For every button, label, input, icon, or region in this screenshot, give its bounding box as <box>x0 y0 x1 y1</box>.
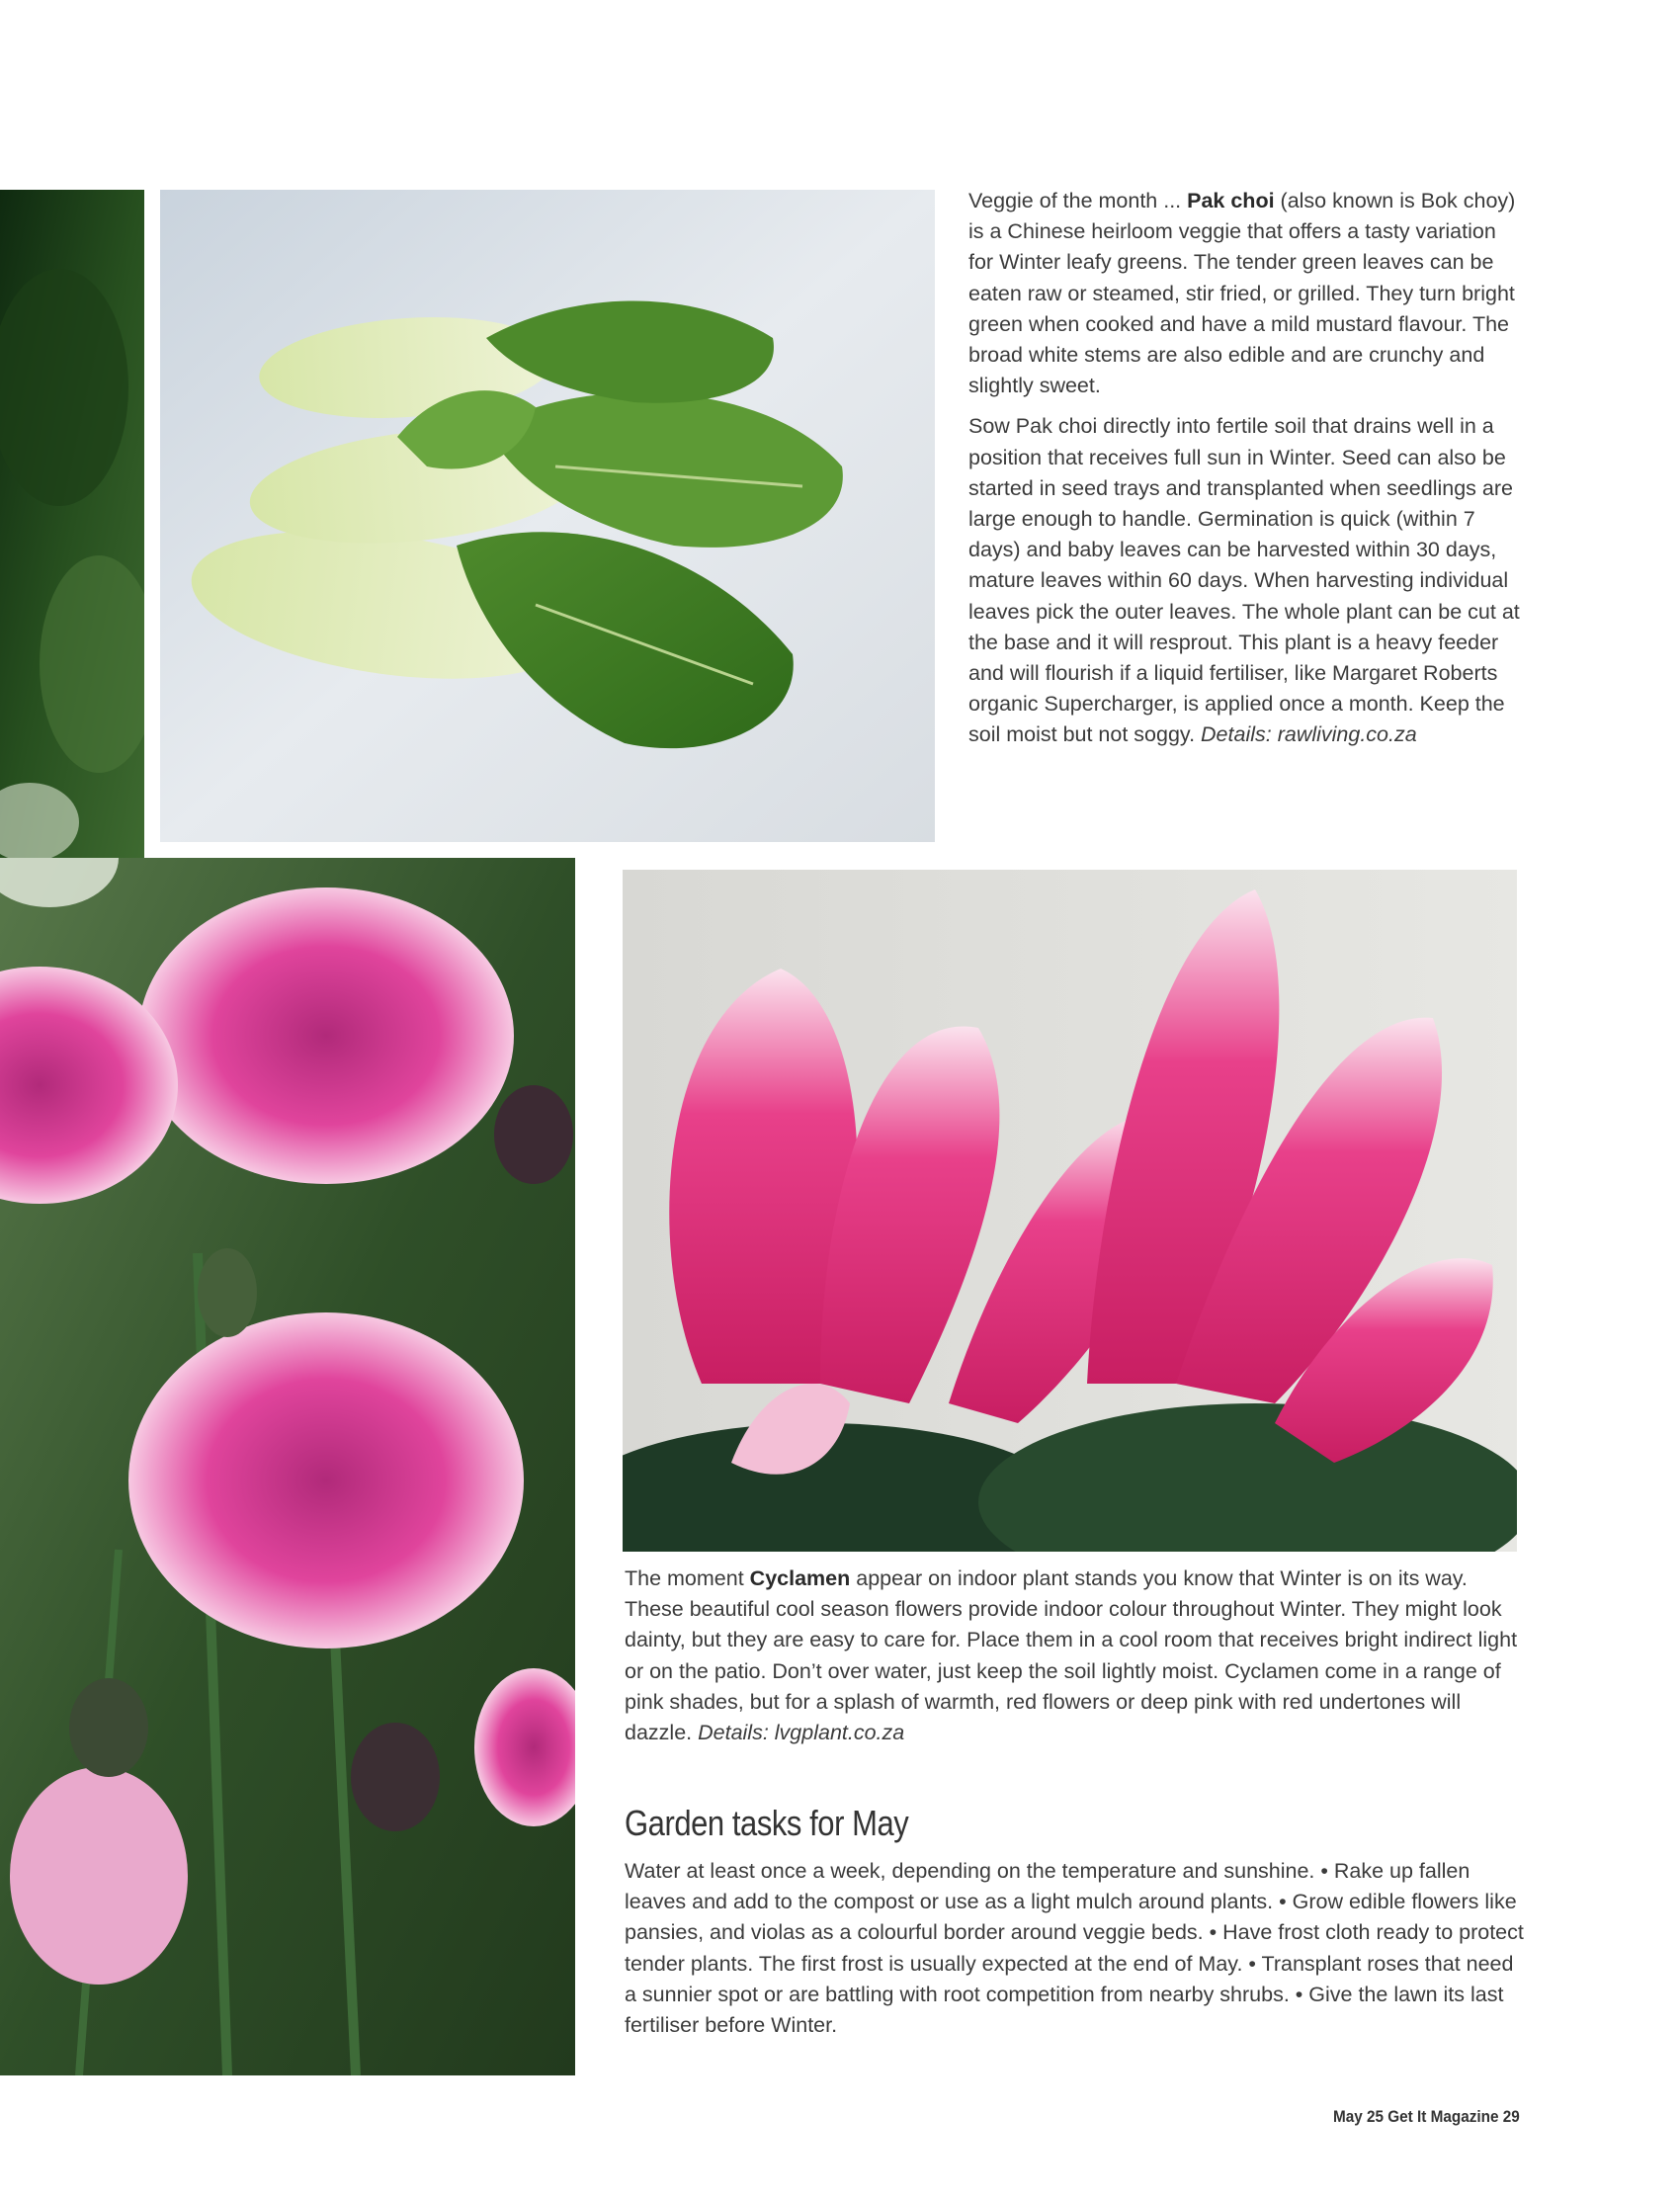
cyclamen-description: appear on indoor plant stands you know that Winter is on its way. These beautiful cool season flowers provide indoor colour throughout Winter. They might look dainty, but they are easy to care for. Place them in a cool room that receives bright indirect light or on the patio. Don’t over water, just keep the soil lightly moist. Cyclamen come in a range of pink shades, but for a splash of warmth, red flowers or deep pink with red undertones will dazzle. <box>625 1566 1518 1745</box>
cyclamen-photo <box>623 870 1517 1552</box>
dianthus-photo <box>0 858 575 2075</box>
footer-page-number: 29 <box>1498 2107 1520 2126</box>
cyclamen-details-link: Details: lvgplant.co.za <box>698 1721 905 1745</box>
pak-choi-photo <box>160 190 935 842</box>
pak-choi-paragraph-2 <box>968 411 1522 750</box>
footer-issue: May 25 <box>1333 2107 1388 2126</box>
page-footer <box>1333 2107 1520 2127</box>
pak-choi-description: (also known is Bok choy) is a Chinese heirloom veggie that offers a tasty variation for Winter leafy greens. The tender green leaves can be eaten raw or steamed, stir fried, or grilled. They turn bright green when cooked and have a mild mustard flavour. The broad white stems are also edible and are crunchy and slightly sweet. <box>968 189 1516 398</box>
footer-magazine-name: Get It Magazine <box>1387 2107 1499 2126</box>
cyclamen-article <box>625 1564 1524 1758</box>
pak-choi-growing-tips: Sow Pak choi directly into fertile soil that drains well in a position that receives full sun in Winter. Seed can also be started in seed trays and transplanted when seedlings are large enough to handle. Germination is quick (within 7 days) and baby leaves can be harvested within 30 days, mature leaves within 60 days. When harvesting individual leaves pick the outer leaves. The whole plant can be cut at the base and it will resprout. This plant is a heavy feeder and will flourish if a liquid fertiliser, like Margaret Roberts organic Supercharger, is applied once a month. Keep the soil moist but not soggy. <box>968 414 1520 747</box>
pak-choi-intro: Veggie of the month ... <box>968 189 1188 212</box>
pak-choi-name: Pak choi <box>1187 189 1275 212</box>
garden-tasks-heading: Garden tasks for May <box>625 1803 909 1843</box>
pak-choi-article <box>968 186 1522 761</box>
pak-choi-details-link: Details: rawliving.co.za <box>1201 722 1417 747</box>
cyclamen-intro: The moment <box>625 1566 750 1590</box>
cyclamen-paragraph <box>625 1564 1524 1748</box>
garden-tasks-body: Water at least once a week, depending on the temperature and sunshine. • Rake up fallen leaves and add to the compost or use as a light mulch around plants. • Grow edible flowers like pansies, and violas as a colourful border around veggie beds. • Have frost cloth ready to protect tender plants. The first frost is usually expected at the end of May. • Transplant roses that need a sunnier spot or are battling with root competition from nearby shrubs. • Give the lawn its last fertiliser before Winter. <box>625 1859 1524 2038</box>
pak-choi-paragraph-1 <box>968 186 1522 401</box>
garden-tasks-article <box>625 1856 1524 2051</box>
garden-strip-photo <box>0 190 144 862</box>
cyclamen-name: Cyclamen <box>749 1566 851 1590</box>
